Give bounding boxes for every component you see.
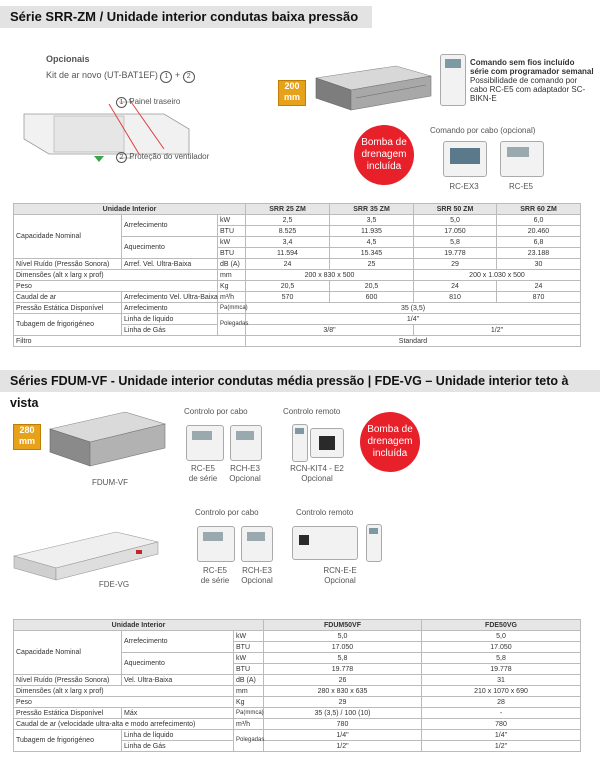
t1-unit-btu: BTU — [218, 226, 246, 237]
t1-caudal-mode: Arrefecimento Vel. Ultra-Baixa — [122, 292, 218, 303]
cabo1-label: Controlo por cabo — [184, 407, 248, 416]
t1-cell: 6,0 — [497, 215, 581, 226]
table-row — [14, 719, 581, 730]
r2-rcn-note: Opcional — [324, 576, 356, 585]
table-row — [14, 259, 581, 270]
t1-cell: 23.188 — [497, 248, 581, 259]
r1-rc-e5-note: de série — [188, 474, 218, 483]
t2-unit-btu: BTU — [234, 664, 264, 675]
callout-1-num: 1 — [116, 97, 127, 108]
t1-cell: 6,8 — [497, 237, 581, 248]
t1-cell: 810 — [414, 292, 497, 303]
t1-pressao-unit: Pa(mmca) — [218, 303, 246, 314]
t1-h-srr50: SRR 50 ZM — [414, 204, 497, 215]
table-row — [14, 675, 581, 686]
kit-text: Kit de ar novo (UT-BAT1EF) — [46, 70, 158, 80]
t1-cell: 200 x 830 x 500 — [246, 270, 414, 281]
t2-cell: - — [422, 708, 581, 719]
t2-tub-label: Tubagem de frigorigéneo — [14, 730, 122, 752]
remoto2-label: Controlo remoto — [296, 508, 354, 517]
dimension-badge-280 — [13, 424, 41, 450]
t1-cell: 24 — [246, 259, 330, 270]
t2-polegadas: Polegadas — [234, 730, 264, 752]
dimension-badge-200 — [278, 80, 306, 106]
rch-e3-image — [230, 425, 262, 461]
t2-cell: 19.778 — [422, 664, 581, 675]
table-row — [14, 215, 581, 226]
r1-rcn-label — [282, 464, 352, 484]
table-row — [14, 697, 581, 708]
dimension-badge-value: 280 — [19, 425, 35, 435]
t2-cell: 5,8 — [422, 653, 581, 664]
t2-pressao-unit: Pa(mmca) — [234, 708, 264, 719]
t2-cell: 5,0 — [264, 631, 422, 642]
t1-h-unit: Unidade Interior — [14, 204, 246, 215]
t2-cell: 29 — [264, 697, 422, 708]
rc-ex3-label: RC-EX3 — [449, 182, 479, 191]
table-row — [14, 708, 581, 719]
t2-cell: 28 — [422, 697, 581, 708]
t1-cap-label: Capacidade Nominal — [14, 215, 122, 259]
t1-cell: 3/8" — [246, 325, 414, 336]
t1-dim-label: Dimensões (alt x larg x prof) — [14, 270, 218, 281]
t1-cell: 8.525 — [246, 226, 330, 237]
badge2-line2: drenagem — [367, 436, 413, 447]
t2-cell: 1/2" — [264, 741, 422, 752]
r1-rcn-note: Opcional — [301, 474, 333, 483]
rcn-kit4-receiver-image — [310, 428, 344, 458]
callout-1-text: Painel traseiro — [129, 97, 181, 106]
t2-ruido-label: Nível Ruído (Pressão Sonora) — [14, 675, 122, 686]
t1-unit-btu: BTU — [218, 248, 246, 259]
t2-cell: 5,8 — [264, 653, 422, 664]
remote-bold-text: Comando sem fios incluído série com programador semanal — [470, 58, 594, 76]
srr-spec-table — [13, 203, 581, 347]
t2-cell: 780 — [422, 719, 581, 730]
t1-cell: 1/2" — [414, 325, 581, 336]
t1-unit-kw: kW — [218, 237, 246, 248]
t2-cell: 1/2" — [422, 741, 581, 752]
cable-remote-label: Comando por cabo (opcional) — [430, 126, 536, 135]
t2-caudal-unit: m³/h — [234, 719, 264, 730]
table-row — [14, 292, 581, 303]
t1-cell: 200 x 1.030 x 500 — [414, 270, 581, 281]
t2-h-fdum: FDUM50VF — [264, 620, 422, 631]
table2-header-row — [14, 620, 581, 631]
t2-cell: 210 x 1070 x 690 — [422, 686, 581, 697]
t1-cell: 870 — [497, 292, 581, 303]
t1-cell: 35 (3,5) — [246, 303, 581, 314]
fde-label: FDE-VG — [98, 580, 130, 589]
callout-2 — [116, 152, 209, 163]
srr-unit-image — [306, 58, 436, 118]
t2-cell: 17.050 — [422, 642, 581, 653]
section2-title: Séries FDUM-VF - Unidade interior condutas média pressão | FDE-VG – Unidade interior teto à vista — [0, 370, 600, 392]
table-row — [14, 631, 581, 642]
t1-cell: 29 — [414, 259, 497, 270]
t1-cell: 19.778 — [414, 248, 497, 259]
t1-unit-kw: kW — [218, 215, 246, 226]
r1-rch-e3-label — [222, 464, 268, 484]
t2-arref-label: Arrefecimento — [122, 631, 234, 653]
r1-rc-e5-name: RC-E5 — [190, 464, 215, 473]
dimension-badge-value: 200 — [284, 81, 300, 91]
t2-cell: 31 — [422, 675, 581, 686]
t1-pressao-mode: Arrefecimento — [122, 303, 218, 314]
t1-cell: 5,0 — [414, 215, 497, 226]
callout-1 — [116, 97, 180, 108]
t1-cell: 1/4" — [246, 314, 581, 325]
rc-ex3-image — [443, 141, 487, 177]
dimension-badge-unit: mm — [283, 92, 300, 102]
badge1-line2: drenagem — [361, 149, 407, 160]
t2-cell: 280 x 830 x 635 — [264, 686, 422, 697]
t2-aquec-label: Aquecimento — [122, 653, 234, 675]
table1-header-row — [14, 204, 581, 215]
cabo2-label: Controlo por cabo — [195, 508, 259, 517]
kit-mark-2: 2 — [183, 71, 195, 83]
remote-description — [470, 58, 595, 103]
r2-rch-e3-name: RCH-E3 — [242, 566, 272, 575]
t1-cell: 17.050 — [414, 226, 497, 237]
t1-cell: 24 — [414, 281, 497, 292]
t2-cell: 19.778 — [264, 664, 422, 675]
table-row — [14, 281, 581, 292]
t1-cell: 30 — [497, 259, 581, 270]
t2-cell: 35 (3,5) / 100 (10) — [264, 708, 422, 719]
t1-ruido-unit: dB (A) — [218, 259, 246, 270]
r1-rc-e5-label — [180, 464, 226, 484]
fdum-fde-spec-table — [13, 619, 581, 752]
table-row — [14, 336, 581, 347]
fdum-unit-image — [40, 404, 170, 474]
t2-pressao-mode: Máx — [122, 708, 234, 719]
t1-ruido-label: Nível Ruído (Pressão Sonora) — [14, 259, 122, 270]
rch-e3-image — [241, 526, 273, 562]
t1-h-srr60: SRR 60 ZM — [497, 204, 581, 215]
t1-cell: 2,5 — [246, 215, 330, 226]
t2-unit-btu: BTU — [234, 642, 264, 653]
opcionais-label: Opcionais — [46, 54, 90, 64]
fde-unit-image — [6, 518, 166, 588]
t2-unit-kw: kW — [234, 631, 264, 642]
rcn-e-e-receiver-image — [292, 526, 358, 560]
r1-rcn-name: RCN-KIT4 - E2 — [290, 464, 344, 473]
t1-cell: 4,5 — [330, 237, 414, 248]
badge2-line3: incluída — [372, 448, 408, 459]
t1-cell: 600 — [330, 292, 414, 303]
t2-h-fde: FDE50VG — [422, 620, 581, 631]
rc-e5-image — [500, 141, 544, 177]
t1-cell: 11.935 — [330, 226, 414, 237]
t2-pressao-label: Pressão Estática Disponível — [14, 708, 122, 719]
t1-aquec-label: Aquecimento — [122, 237, 218, 259]
rc-e5-image — [197, 526, 235, 562]
t2-unit-kw: kW — [234, 653, 264, 664]
t2-liq-label: Linha de líquido — [122, 730, 234, 741]
t1-cell: 11.594 — [246, 248, 330, 259]
t1-h-srr35: SRR 35 ZM — [330, 204, 414, 215]
t1-cell: 15.345 — [330, 248, 414, 259]
r2-rc-e5-label — [192, 566, 238, 586]
table-row — [14, 730, 581, 741]
r2-rc-e5-note: de série — [200, 576, 230, 585]
r2-rch-e3-note: Opcional — [241, 576, 273, 585]
t2-ruido-unit: dB (A) — [234, 675, 264, 686]
t2-gas-label: Linha de Gás — [122, 741, 234, 752]
r1-rch-e3-note: Opcional — [229, 474, 261, 483]
t2-cell: 26 — [264, 675, 422, 686]
badge1-line3: incluída — [366, 161, 402, 172]
section1-title: Série SRR-ZM / Unidade interior condutas baixa pressão — [0, 6, 372, 28]
drainage-pump-badge-1 — [354, 125, 414, 185]
t1-cell: 3,5 — [330, 215, 414, 226]
badge2-line1: Bomba de — [367, 424, 413, 435]
t2-peso-unit: Kg — [234, 697, 264, 708]
rcn-kit4-remote-image — [292, 424, 308, 462]
r2-rch-e3-label — [234, 566, 280, 586]
r2-rcn-name: RCN-E-E — [323, 566, 357, 575]
r2-rc-e5-name: RC-E5 — [202, 566, 227, 575]
t1-cell: Standard — [246, 336, 581, 347]
t2-dim-unit: mm — [234, 686, 264, 697]
t1-tub-label: Tubagem de frigorigéneo — [14, 314, 122, 336]
t1-liq-label: Linha de líquido — [122, 314, 218, 325]
table-row — [14, 686, 581, 697]
remoto1-label: Controlo remoto — [283, 407, 341, 416]
rcn-e-e-remote-image — [366, 524, 382, 562]
kit-line: Kit de ar novo (UT-BAT1EF) 1 + 2 — [46, 70, 195, 83]
t1-filtro-label: Filtro — [14, 336, 246, 347]
badge1-line1: Bomba de — [361, 137, 407, 148]
t2-h-unit: Unidade Interior — [14, 620, 264, 631]
t1-h-srr25: SRR 25 ZM — [246, 204, 330, 215]
t2-cell: 5,0 — [422, 631, 581, 642]
kit-mark-1: 1 — [160, 71, 172, 83]
t1-polegadas: Polegadas — [218, 314, 246, 336]
t2-dim-label: Dimensões (alt x larg x prof) — [14, 686, 234, 697]
r1-rch-e3-name: RCH-E3 — [230, 464, 260, 473]
wireless-remote-image — [440, 54, 466, 106]
t1-cell: 20,5 — [246, 281, 330, 292]
t1-cell: 25 — [330, 259, 414, 270]
t1-peso-label: Peso — [14, 281, 218, 292]
drainage-pump-badge-2 — [360, 412, 420, 472]
t1-cell: 20.460 — [497, 226, 581, 237]
t1-caudal-label: Caudal de ar — [14, 292, 122, 303]
t2-peso-label: Peso — [14, 697, 234, 708]
t2-cell: 17.050 — [264, 642, 422, 653]
callout-2-text: Proteção do ventilador — [129, 152, 210, 161]
fdum-label: FDUM-VF — [92, 478, 128, 487]
t1-peso-unit: Kg — [218, 281, 246, 292]
t1-dim-unit: mm — [218, 270, 246, 281]
t1-cell: 570 — [246, 292, 330, 303]
t1-cell: 5,8 — [414, 237, 497, 248]
t1-pressao-label: Pressão Estática Disponível — [14, 303, 122, 314]
table-row — [14, 270, 581, 281]
t2-cap-label: Capacidade Nominal — [14, 631, 122, 675]
t1-arref-label: Arrefecimento — [122, 215, 218, 237]
t1-caudal-unit: m³/h — [218, 292, 246, 303]
rc-e5-image — [186, 425, 224, 461]
t1-ruido-mode: Arref. Vel. Ultra-Baixa — [122, 259, 218, 270]
rc-e5-label: RC-E5 — [508, 182, 533, 191]
t1-cell: 24 — [497, 281, 581, 292]
table-row — [14, 303, 581, 314]
t2-cell: 1/4" — [264, 730, 422, 741]
t2-cell: 1/4" — [422, 730, 581, 741]
t1-cell: 20,5 — [330, 281, 414, 292]
t2-cell: 780 — [264, 719, 422, 730]
remote-note-text: Possibilidade de comando por cabo RC-E5 com adaptador SC-BIKN-E — [470, 76, 586, 103]
r2-rcn-label — [308, 566, 372, 586]
t2-ruido-mode: Vel. Ultra-Baixa — [122, 675, 234, 686]
t1-gas-label: Linha de Gás — [122, 325, 218, 336]
t2-caudal-label: Caudal de ar (velocidade ultra-alta e modo arrefecimento) — [14, 719, 234, 730]
table-row — [14, 314, 581, 325]
dimension-badge-unit: mm — [18, 436, 35, 446]
t1-cell: 3,4 — [246, 237, 330, 248]
callout-2-num: 2 — [116, 152, 127, 163]
